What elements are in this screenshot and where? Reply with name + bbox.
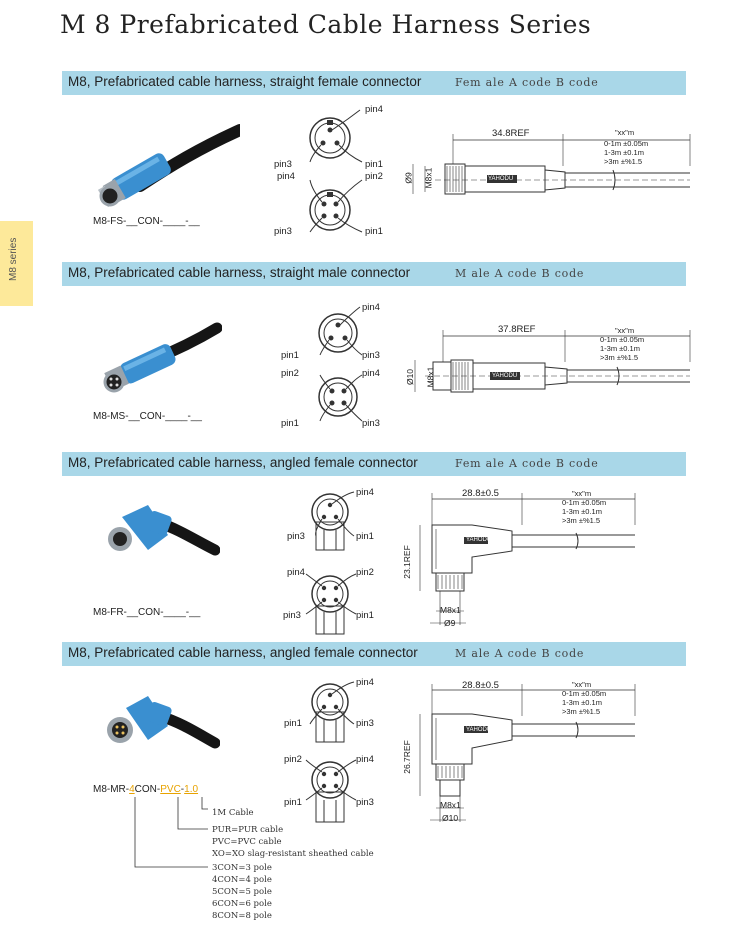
pin-label: pin2 — [284, 754, 302, 765]
legend-material-item: XO=XO slag-resistant sheathed cable — [212, 849, 374, 859]
vertical-ref: 26.7REF — [401, 740, 412, 774]
cable-length: "xx"m — [615, 326, 635, 335]
pin-label: pin4 — [365, 104, 383, 115]
section-header-2 — [62, 262, 686, 286]
pinout-diagram — [300, 672, 400, 832]
diameter-label: Ø10 — [442, 813, 459, 823]
pin-label: pin1 — [284, 718, 302, 729]
thread-label: M8x1 — [425, 366, 436, 388]
dimension-ref: 34.8REF — [492, 128, 530, 139]
legend-cable-length: 1M Cable — [212, 808, 254, 818]
section-heading: M8, Prefabricated cable harness, angled female connector — [68, 645, 418, 660]
part-con: CON- — [134, 784, 161, 795]
diameter-label: Ø10 — [405, 368, 416, 386]
tolerance-row: 1-3m ±0.1m — [562, 698, 602, 707]
tolerance-row: 1-3m ±0.1m — [604, 148, 644, 157]
pin-label: pin3 — [362, 350, 380, 361]
tolerance-row: 0-1m ±0.05m — [604, 139, 649, 148]
cable-length: "xx"m — [615, 128, 635, 137]
cable-length: "xx"m — [572, 680, 592, 689]
pin-label: pin1 — [281, 350, 299, 361]
pin-label: pin2 — [365, 171, 383, 182]
pinout-diagram — [300, 482, 400, 637]
brand-label: YAHODU — [466, 537, 492, 543]
pinout-diagram — [292, 100, 402, 240]
tolerance-row: 0-1m ±0.05m — [600, 335, 645, 344]
diameter-label: Ø9 — [444, 618, 456, 628]
pin-label: pin3 — [287, 531, 305, 542]
pin-label: pin1 — [284, 797, 302, 808]
tolerance-table — [600, 335, 644, 362]
pin-label: pin4 — [362, 302, 380, 313]
legend-pole-item: 8CON=8 pole — [212, 911, 272, 921]
pin-label: pin3 — [356, 718, 374, 729]
section-header-4 — [62, 642, 686, 666]
dimension-drawing-straight — [405, 126, 695, 216]
side-tab — [0, 221, 33, 306]
diameter-label: Ø9 — [403, 172, 414, 184]
tolerance-table — [604, 139, 648, 166]
vertical-ref: 23.1REF — [401, 545, 412, 579]
pin-label: pin3 — [283, 610, 301, 621]
pin-label: pin2 — [281, 368, 299, 379]
pin-label: pin3 — [356, 797, 374, 808]
page-title: M 8 Prefabricated Cable Harness Series — [60, 10, 592, 39]
brand-label: YAHODU — [466, 727, 492, 733]
legend-pole-item: 5CON=5 pole — [212, 887, 272, 897]
pin-label: pin4 — [287, 567, 305, 578]
pin-label: pin3 — [274, 159, 292, 170]
pin-label: pin4 — [356, 677, 374, 688]
thread-label: M8x1 — [440, 605, 461, 615]
part-number — [93, 784, 198, 795]
coding-label: M ale A code B code — [455, 267, 585, 280]
brand-label: YAHODU — [488, 176, 514, 182]
pin-label: pin1 — [356, 531, 374, 542]
pin-label: pin4 — [277, 171, 295, 182]
legend-material-item: PVC=PVC cable — [212, 837, 282, 847]
pin-label: pin4 — [356, 754, 374, 765]
legend-material-item: PUR=PUR cable — [212, 825, 284, 835]
cable-length: "xx"m — [572, 489, 592, 498]
connector-photo-male-straight — [92, 310, 222, 410]
legend-pole-item: 6CON=6 pole — [212, 899, 272, 909]
section-heading: M8, Prefabricated cable harness, straight male connector — [68, 265, 411, 280]
pin-label: pin3 — [274, 226, 292, 237]
dimension-drawing-straight — [405, 322, 695, 402]
dimension-ref: 28.8±0.5 — [462, 488, 499, 499]
section-header-1 — [62, 71, 686, 95]
part-number: M8-FS-__CON-____-__ — [93, 216, 200, 227]
coding-label: M ale A code B code — [455, 647, 585, 660]
section-heading: M8, Prefabricated cable harness, straight female connector — [68, 74, 422, 89]
pin-label: pin2 — [356, 567, 374, 578]
tolerance-row: 0-1m ±0.05m — [562, 498, 607, 507]
tolerance-row: >3m ±%1.5 — [604, 157, 643, 166]
dimension-ref: 37.8REF — [498, 324, 536, 335]
part-length: 1.0 — [184, 784, 199, 795]
legend-leader-lines — [130, 795, 220, 875]
part-number: M8-FR-__CON-____-__ — [93, 607, 201, 618]
pinout-diagram — [300, 295, 400, 435]
tolerance-row: >3m ±%1.5 — [600, 353, 639, 362]
pin-label: pin1 — [281, 418, 299, 429]
part-number: M8-MS-__CON-____-__ — [93, 411, 202, 422]
brand-label: YAHODU — [492, 373, 518, 379]
part-material: PVC — [160, 784, 181, 795]
section-header-3 — [62, 452, 686, 476]
side-tab-label: M8 series — [8, 237, 19, 281]
pin-label: pin1 — [365, 159, 383, 170]
thread-label: M8x1 — [423, 167, 434, 189]
legend-pole-item: 4CON=4 pole — [212, 875, 272, 885]
tolerance-row: 0-1m ±0.05m — [562, 689, 607, 698]
legend-poles — [212, 862, 272, 922]
tolerance-row: >3m ±%1.5 — [562, 707, 601, 716]
tolerance-row: >3m ±%1.5 — [562, 516, 601, 525]
dimension-ref: 28.8±0.5 — [462, 680, 499, 691]
section-heading: M8, Prefabricated cable harness, angled female connector — [68, 455, 418, 470]
connector-photo-male-angled — [100, 688, 220, 773]
pin-label: pin4 — [362, 368, 380, 379]
pin-label: pin1 — [356, 610, 374, 621]
legend-pole-item: 3CON=3 pole — [212, 863, 272, 873]
part-pole: 4 — [129, 784, 135, 795]
part-dash: - — [180, 784, 185, 795]
coding-label: Fem ale A code B code — [455, 76, 599, 89]
tolerance-row: 1-3m ±0.1m — [600, 344, 640, 353]
part-prefix: M8-MR- — [93, 784, 130, 795]
connector-photo-female-angled — [100, 495, 220, 580]
tolerance-table — [562, 689, 606, 716]
pin-label: pin3 — [362, 418, 380, 429]
coding-label: Fem ale A code B code — [455, 457, 599, 470]
thread-label: M8x1 — [440, 800, 461, 810]
pin-label: pin1 — [365, 226, 383, 237]
connector-photo-female-straight — [90, 108, 240, 213]
tolerance-table — [562, 498, 606, 525]
tolerance-row: 1-3m ±0.1m — [562, 507, 602, 516]
pin-label: pin4 — [356, 487, 374, 498]
